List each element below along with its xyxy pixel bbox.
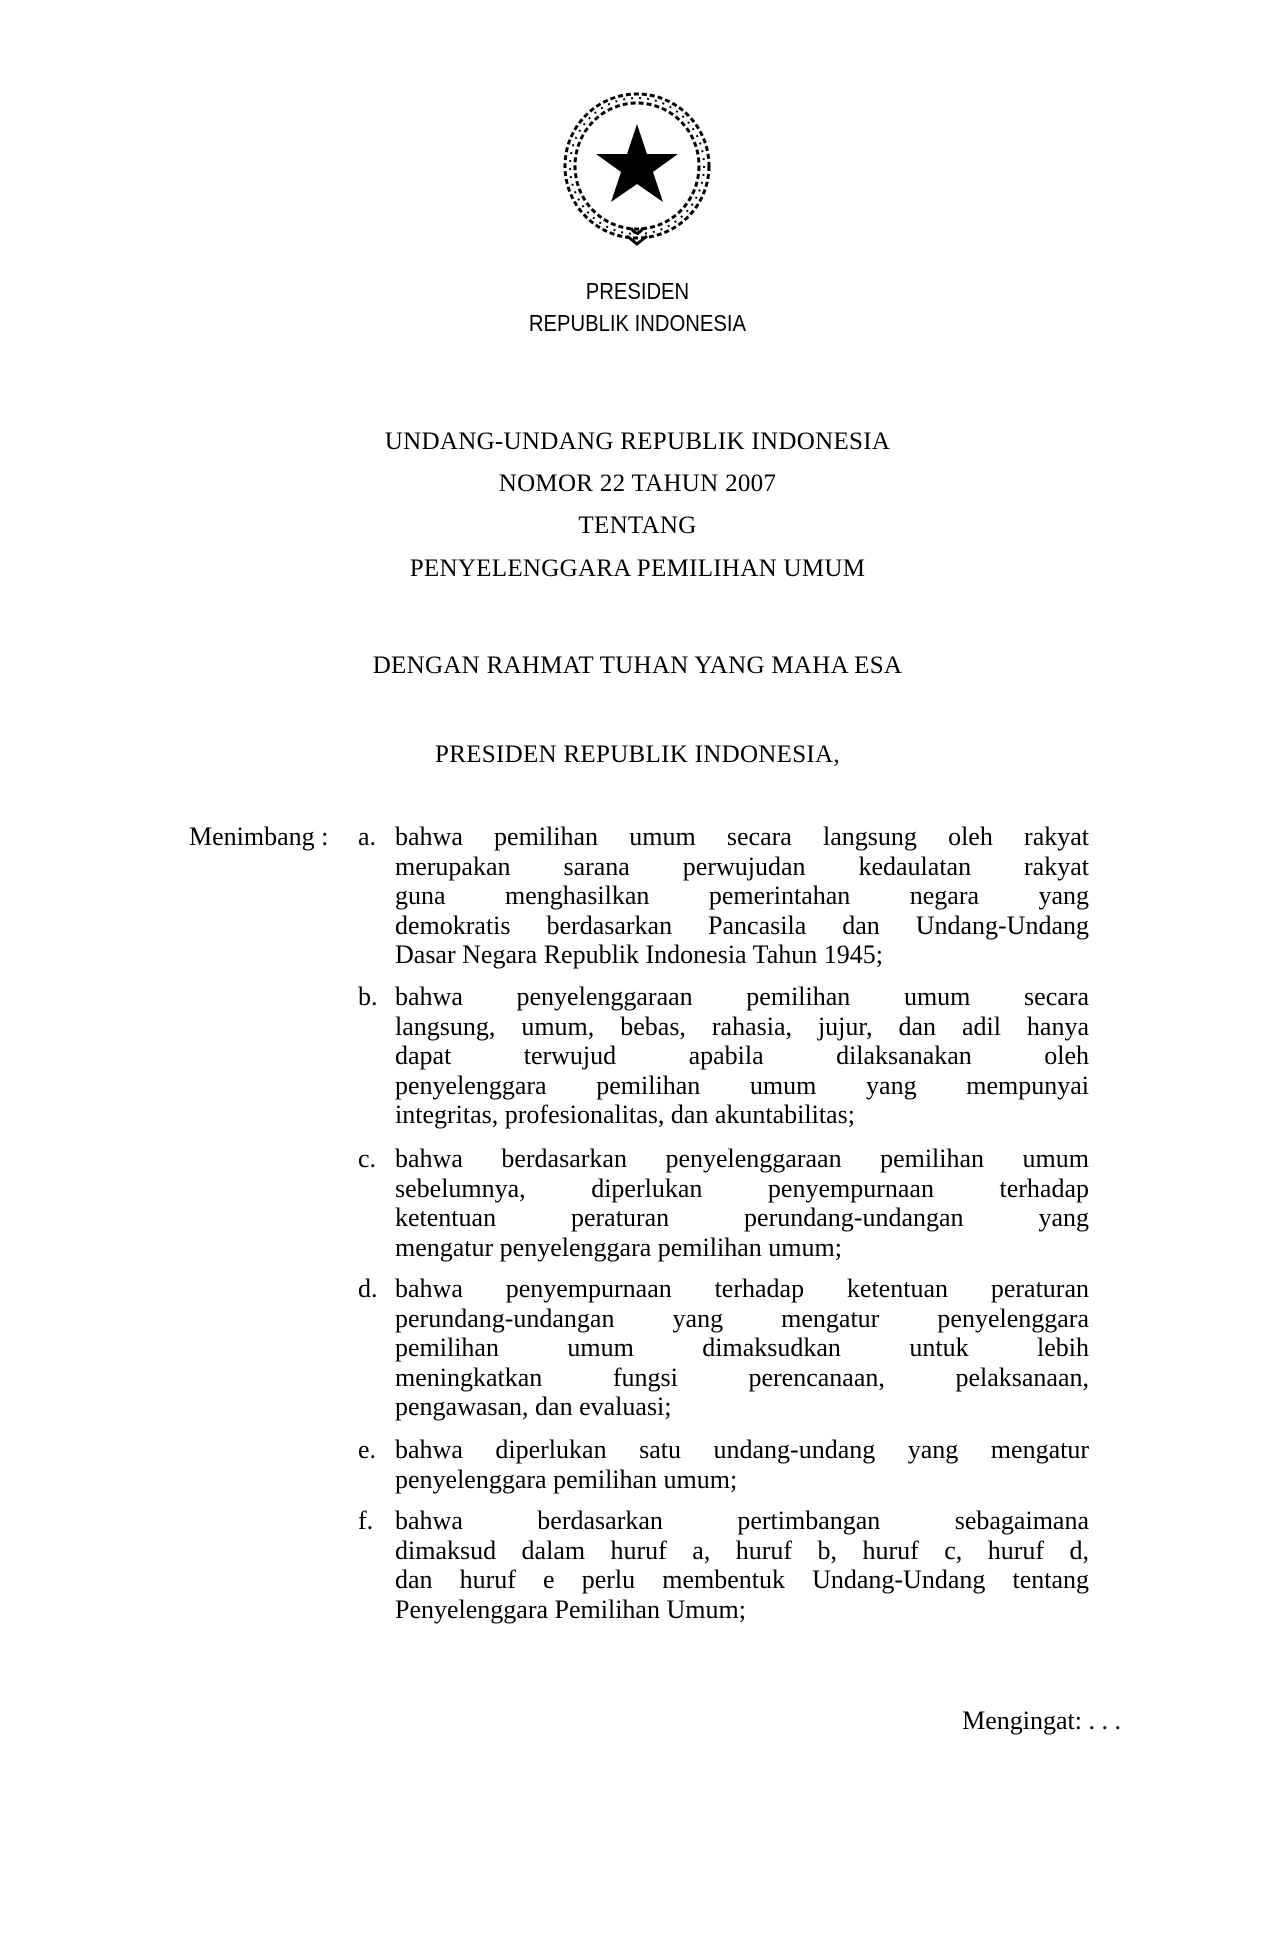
item-line: Dasar Negara Republik Indonesia Tahun 1945; xyxy=(395,940,883,969)
item-line: dapat terwujud apabila dilaksanakan oleh xyxy=(395,1041,1089,1070)
item-line: penyelenggara pemilihan umum; xyxy=(395,1464,738,1494)
item-line: bahwa penyelenggaraan pemilihan umum secara xyxy=(395,982,1089,1011)
item-line: dan huruf e perlu membentuk Undang-Undang tentang xyxy=(395,1565,1089,1594)
considering-item xyxy=(395,1144,1089,1262)
law-title-line-1: UNDANG-UNDANG REPUBLIK INDONESIA xyxy=(384,428,891,455)
item-line: sebelumnya, diperlukan penyempurnaan terhadap xyxy=(395,1173,1089,1203)
considering-label: Menimbang : xyxy=(189,822,329,851)
law-title-line-2: NOMOR 22 TAHUN 2007 xyxy=(498,470,777,497)
law-title-line-4: PENYELENGGARA PEMILIHAN UMUM xyxy=(409,555,866,582)
item-letter: a. xyxy=(358,822,377,851)
item-line: guna menghasilkan pemerintahan negara yang xyxy=(395,881,1089,910)
continuation-marker: Mengingat: . . . xyxy=(962,1706,1121,1735)
item-line: bahwa berdasarkan pertimbangan sebagaimana xyxy=(395,1506,1089,1535)
item-line: pemilihan umum dimaksudkan untuk lebih xyxy=(395,1333,1089,1362)
considering-item xyxy=(395,1506,1089,1624)
letterhead-subtitle: REPUBLIK INDONESIA xyxy=(528,310,746,336)
item-line: bahwa diperlukan satu undang-undang yang mengatur xyxy=(395,1435,1089,1464)
item-line: pengawasan, dan evaluasi; xyxy=(395,1392,672,1421)
item-line: perundang-undangan yang mengatur penyelenggara xyxy=(395,1303,1089,1333)
considering-item xyxy=(395,822,1089,970)
item-letter: c. xyxy=(358,1144,377,1173)
president-heading: PRESIDEN REPUBLIK INDONESIA, xyxy=(435,741,840,768)
item-letter: e. xyxy=(358,1435,377,1464)
item-line: meningkatkan fungsi perencanaan, pelaksanaan, xyxy=(395,1362,1089,1392)
item-line: merupakan sarana perwujudan kedaulatan rakyat xyxy=(395,851,1089,881)
item-line: Penyelenggara Pemilihan Umum; xyxy=(395,1594,746,1624)
item-line: bahwa berdasarkan penyelenggaraan pemilihan umum xyxy=(395,1144,1089,1173)
item-letter: d. xyxy=(358,1274,378,1303)
item-line: penyelenggara pemilihan umum yang mempunyai xyxy=(395,1070,1089,1100)
item-line: ketentuan peraturan perundang-undangan yang xyxy=(395,1203,1089,1232)
item-line: bahwa penyempurnaan terhadap ketentuan peraturan xyxy=(395,1274,1089,1303)
considering-item xyxy=(395,1274,1089,1422)
item-letter: f. xyxy=(358,1506,374,1535)
item-line: demokratis berdasarkan Pancasila dan Undang-Undang xyxy=(395,910,1089,940)
considering-item xyxy=(395,1435,1089,1494)
letterhead-title: PRESIDEN xyxy=(585,278,690,304)
item-line: langsung, umum, bebas, rahasia, jujur, dan adil hanya xyxy=(395,1011,1089,1041)
item-line: integritas, profesionalitas, dan akuntabilitas; xyxy=(395,1100,855,1129)
item-line: mengatur penyelenggara pemilihan umum; xyxy=(395,1232,842,1262)
invocation: DENGAN RAHMAT TUHAN YANG MAHA ESA xyxy=(372,652,903,679)
item-letter: b. xyxy=(358,982,378,1011)
item-line: bahwa pemilihan umum secara langsung oleh rakyat xyxy=(395,822,1089,851)
presidential-seal-icon xyxy=(557,88,717,248)
law-title-line-3: TENTANG xyxy=(578,512,697,539)
considering-item xyxy=(395,982,1089,1130)
item-line: dimaksud dalam huruf a, huruf b, huruf c, huruf d, xyxy=(395,1535,1089,1565)
